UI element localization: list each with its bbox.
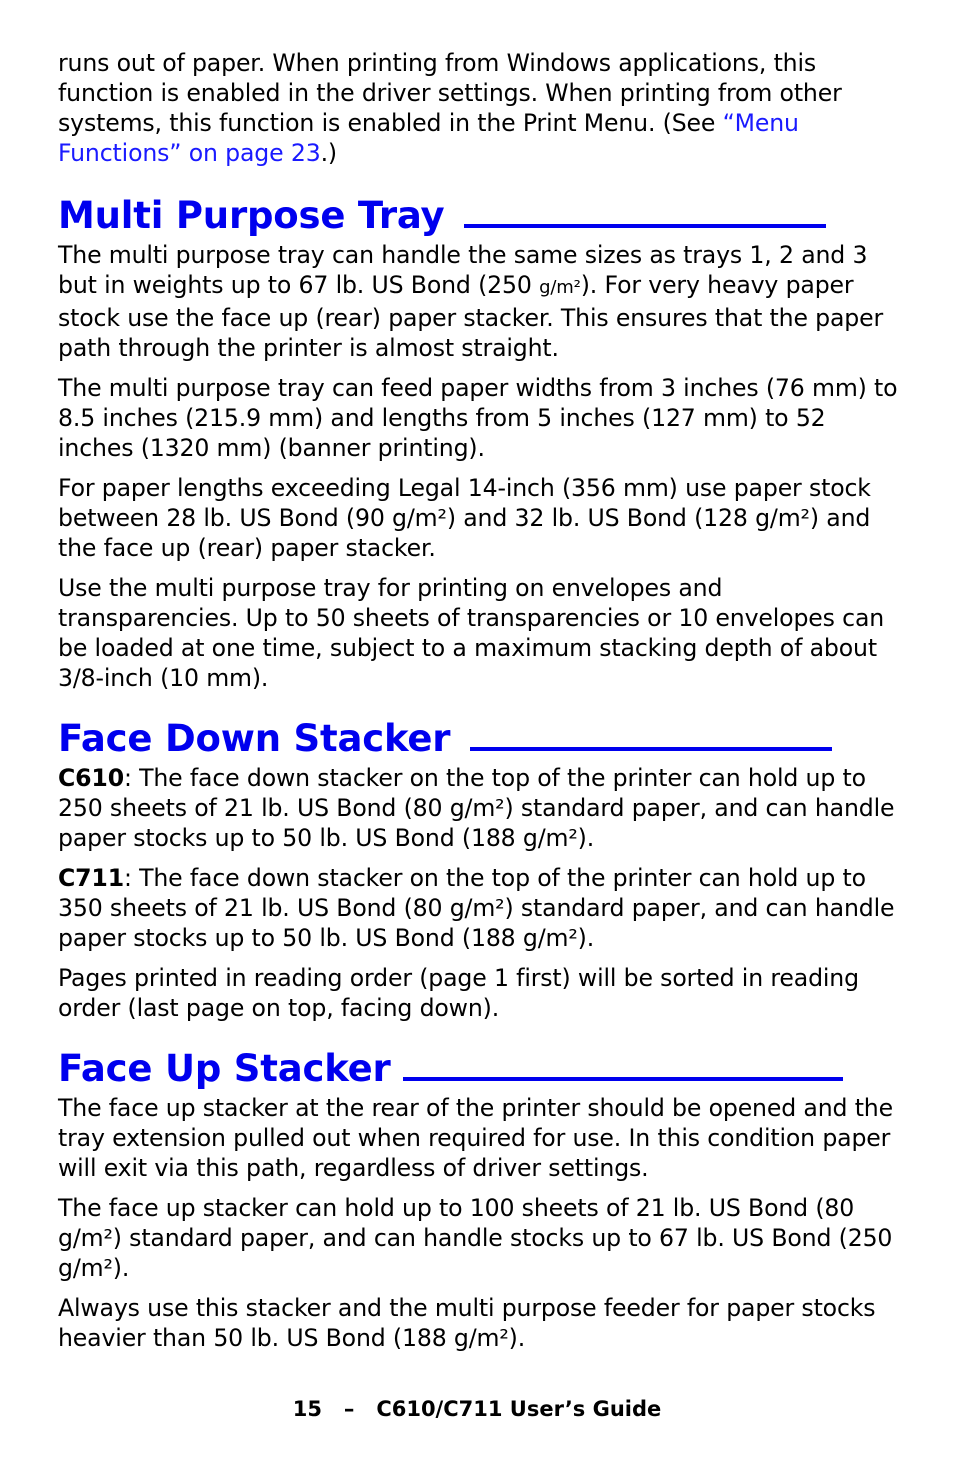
fus-paragraph-3: Always use this stacker and the multi purpose feeder for paper stocks heavier than 50 lb. US Bond (188 g/m²). [58, 1294, 876, 1352]
model-label: C610 [58, 764, 124, 792]
fds-paragraph-3: Pages printed in reading order (page 1 first) will be sorted in reading order (last page on top, facing down). [58, 964, 859, 1022]
mpt-paragraph-2: The multi purpose tray can feed paper widths from 3 inches (76 mm) to 8.5 inches (215.9 mm) and lengths from 5 inches (127 mm) to 52 inches (1320 mm) (banner printing). [58, 374, 898, 462]
heading-text: Face Down Stacker [58, 717, 451, 760]
heading-face-down-stacker [58, 713, 908, 763]
fus-paragraph-1: The face up stacker at the rear of the printer should be opened and the tray extension pulled out when required for use. In this condition paper will exit via this path, regardless of driver settings. [58, 1094, 893, 1182]
mpt-text: The multi purpose tray can handle the same sizes as trays 1, 2 and 3 but in weights up to 67 lb. US Bond (250 [58, 241, 868, 299]
mpt-paragraph-1 [58, 240, 908, 363]
mpt-paragraph-4: Use the multi purpose tray for printing on envelopes and transparencies. Up to 50 sheets of transparencies or 10 envelopes can be loaded at one time, subject to a maximum stacking depth of about 3/8-inch (10 mm). [58, 574, 885, 692]
mpt-paragraph-3: For paper lengths exceeding Legal 14-inch (356 mm) use paper stock between 28 lb. US Bond (90 g/m²) and 32 lb. US Bond (128 g/m²) and the face up (rear) paper stacker. [58, 474, 871, 562]
intro-text-end: .) [320, 139, 337, 167]
document-page [58, 48, 908, 1363]
heading-rule [464, 190, 826, 228]
mpt-text-end: ). For very heavy paper stock use the face up (rear) paper stacker. This ensures that the paper path through the printer is almost straight. [58, 271, 884, 362]
fds-c711-paragraph [58, 863, 908, 953]
intro-paragraph [58, 48, 908, 168]
heading-multi-purpose-tray [58, 190, 908, 240]
footer-separator: – [343, 1397, 355, 1421]
fds-c711-text: : The face down stacker on the top of the printer can hold up to 350 sheets of 21 lb. US Bond (80 g/m²) standard paper, and can handle paper stocks up to 50 lb. US Bond (188 g/m²). [58, 864, 895, 952]
fus-paragraph-2: The face up stacker can hold up to 100 sheets of 21 lb. US Bond (80 g/m²) standard paper, and can handle stocks up to 67 lb. US Bond (250 g/m²). [58, 1194, 893, 1282]
heading-text: Face Up Stacker [58, 1047, 391, 1090]
fds-c610-paragraph [58, 763, 908, 853]
model-label: C711 [58, 864, 124, 892]
fds-c610-text: : The face down stacker on the top of the printer can hold up to 250 sheets of 21 lb. US Bond (80 g/m²) standard paper, and can handle paper stocks up to 50 lb. US Bond (188 g/m²). [58, 764, 895, 852]
page-number: 15 [292, 1397, 322, 1421]
unit-text: g/m² [539, 277, 581, 298]
page-footer [0, 1394, 954, 1424]
heading-rule [470, 713, 832, 751]
heading-text: Multi Purpose Tray [58, 194, 445, 237]
heading-face-up-stacker [58, 1043, 908, 1093]
guide-title: C610/C711 User’s Guide [376, 1397, 662, 1421]
heading-rule [403, 1043, 843, 1081]
intro-text: runs out of paper. When printing from Windows applications, this function is enabled in the driver settings. When printing from other systems, this function is enabled in the Print Menu. (See [58, 49, 842, 137]
menu-functions-link[interactable]: “Menu Functions” on page 23 [58, 109, 799, 167]
